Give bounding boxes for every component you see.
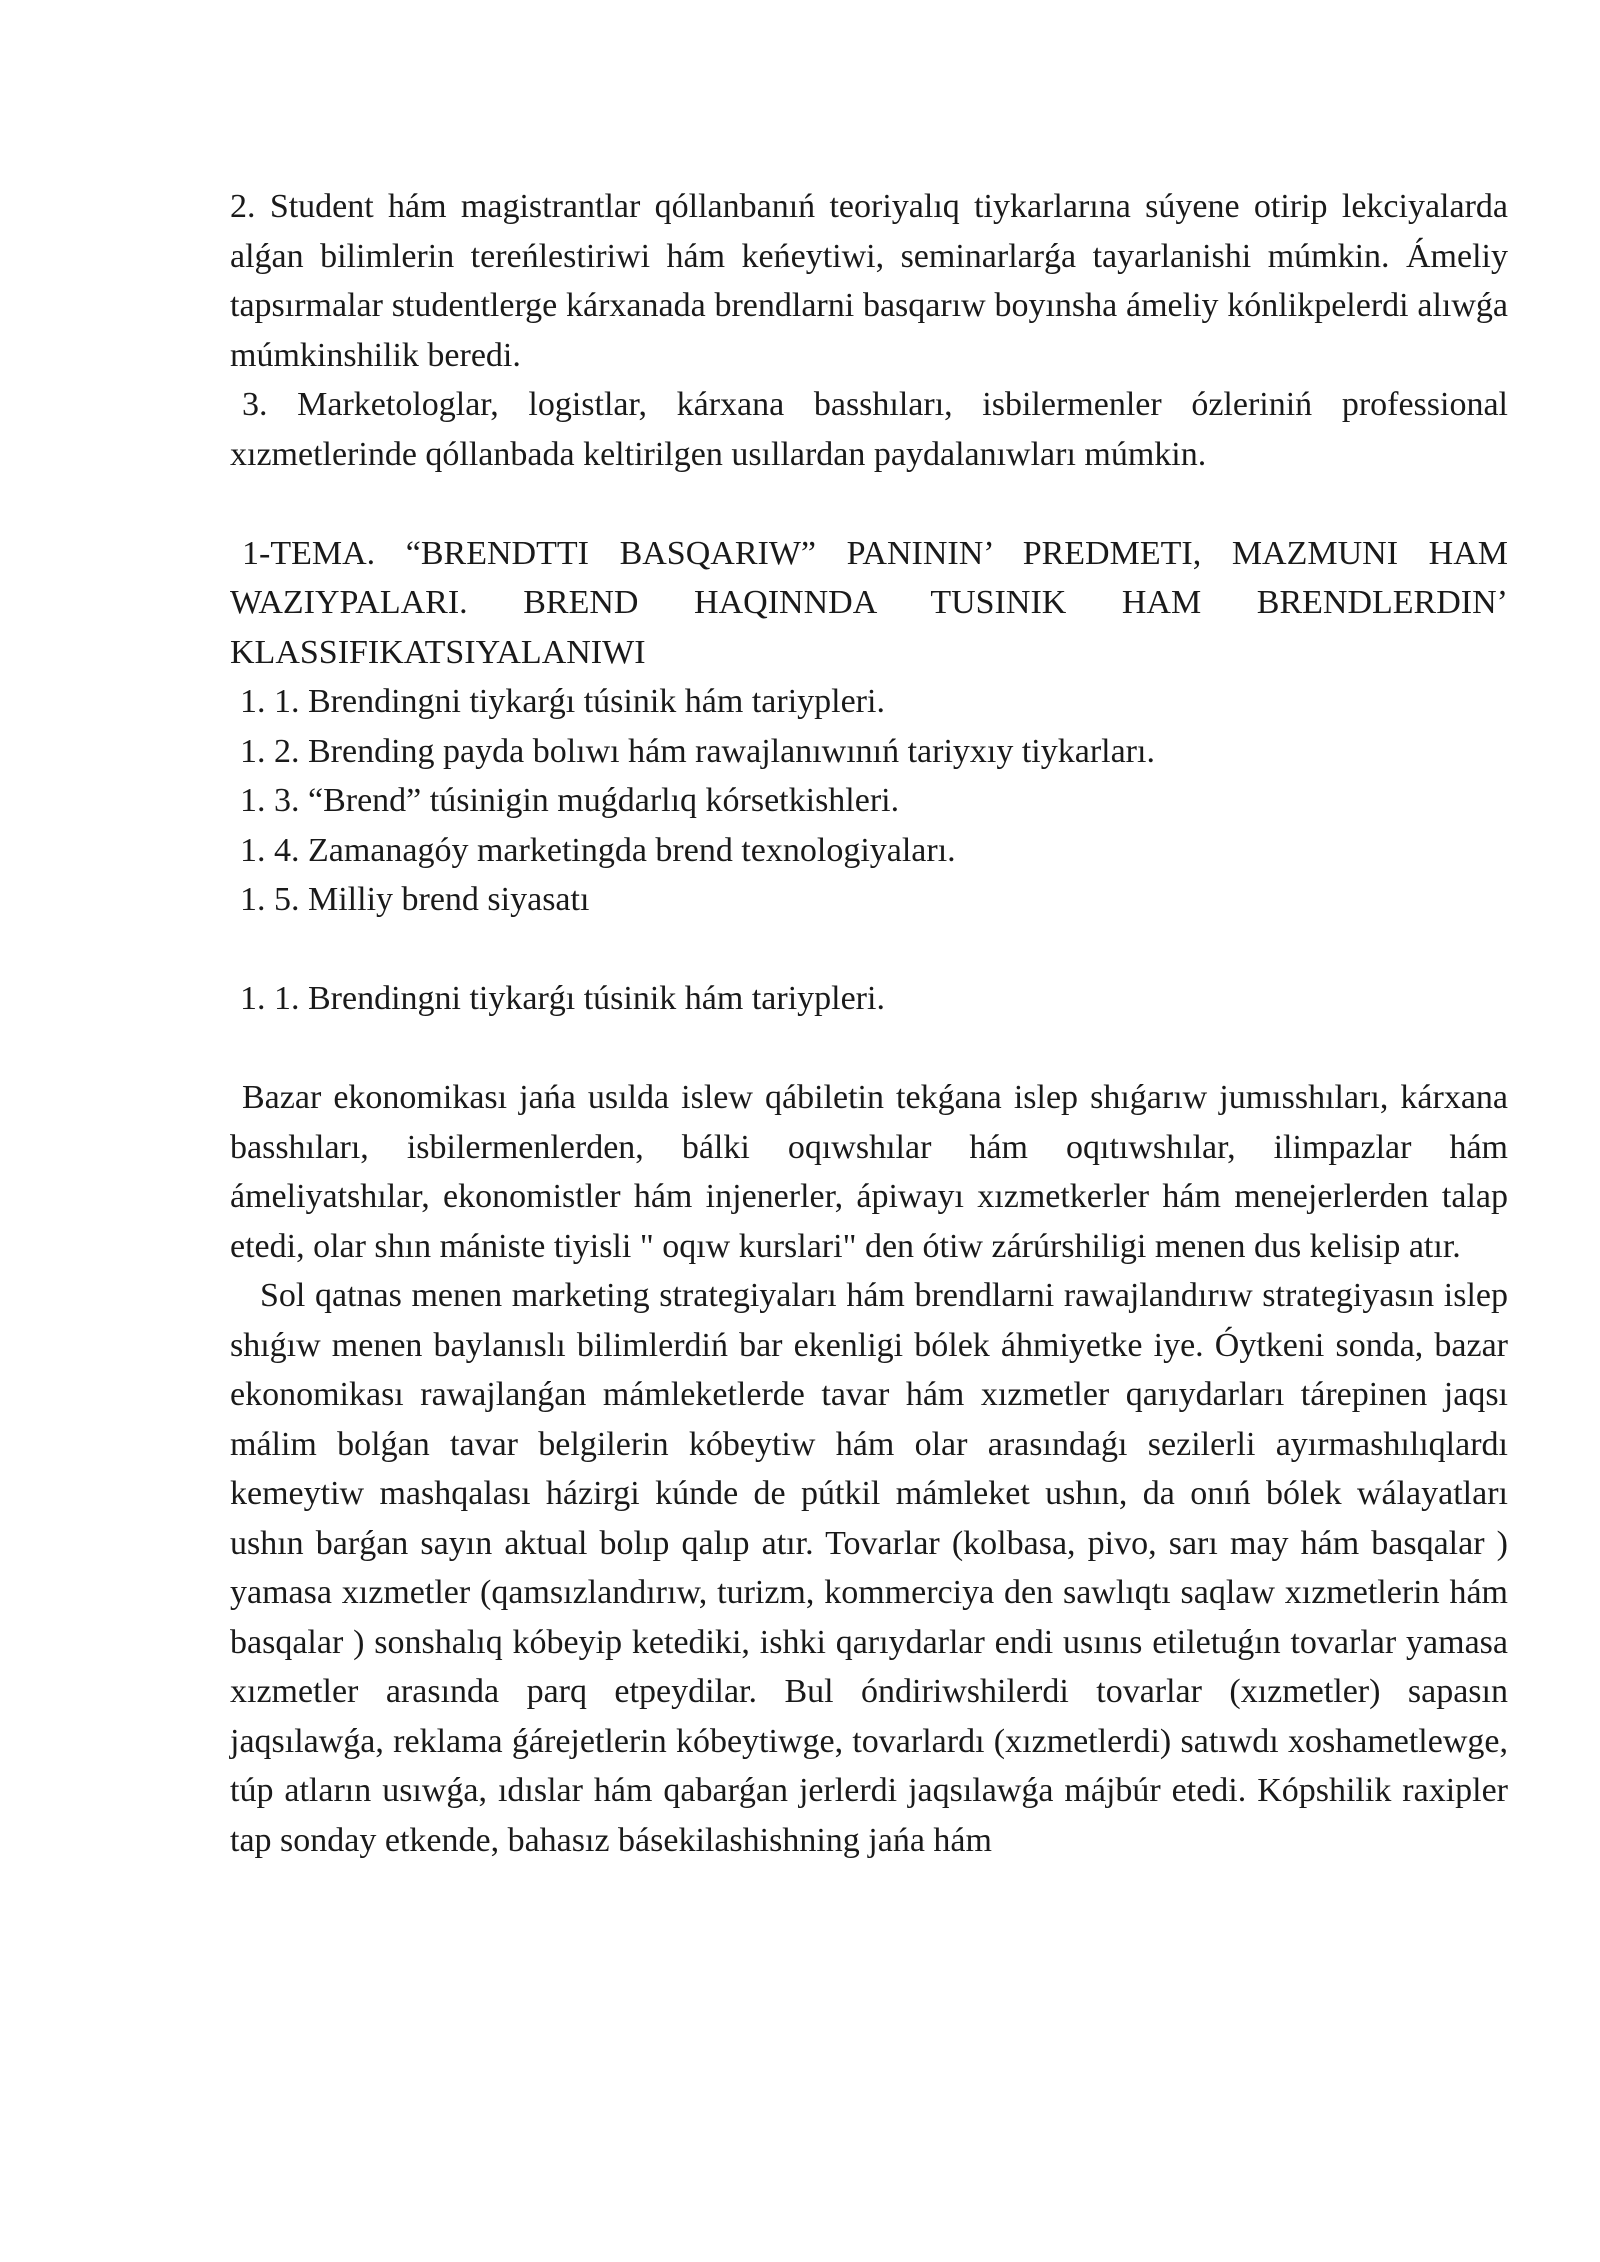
topic-item-1: 1. 1. Brendingni tiykarǵı túsinik hám tariypleri. <box>240 683 885 720</box>
topic-item-4: 1. 4. Zamanagóy marketingda brend texnologiyaları. <box>240 831 956 869</box>
topic-heading: 1-TEMA. “BRENDTTI BASQARIW” PANININ’ PREDMETI, MAZMUNI HAM WAZIYPALARI. BREND HAQINNDA TUSINIK HAM BRENDLERDIN’ KLASSIFIKATSIYALANIWI <box>230 534 1508 671</box>
topic-item-5: 1. 5. Milliy brend siyasatı <box>240 881 590 918</box>
intro-paragraph-3: 3. Marketologlar, logistlar, kárxana basshıları, isbilermenler ózleriniń professional xızmetlerinde qóllanbada keltirilgen usıllardan paydalanıwları múmkin. <box>230 386 1508 473</box>
section-title: 1. 1. Brendingni tiykarǵı túsinik hám tariypleri. <box>240 980 885 1017</box>
spacer <box>230 925 1508 975</box>
section-paragraph-1: Bazar ekonomikası jańa usılda islew qábiletin tekǵana islep shıǵarıw jumısshıları, kárxana basshıları, isbilermenlerden, bálki oqıwshılar hám oqıtıwshılar, ilimpazlar hám ámeliyatshılar, ekonomistler hám injenerler, ápiwayı xızmetkerler hám menejerlerden talap etedi, olar shın mániste tiyisli " oqıw kurslari" den ótiw zárúrshiligi menen dus kelisip atır. <box>230 1079 1508 1265</box>
intro-paragraph-2: 2. Student hám magistrantlar qóllanbanıń teoriyalıq tiykarlarına súyene otirip lekciyalarda alǵan bilimlerin tereńlestiriwi hám keńeytiwi, seminarlarǵa tayarlanishi múmkin. Ámeliy tapsırmalar studentlerge kárxanada brendlarni basqarıw boyınsha ámeliy kónlikpelerdi alıwǵa múmkinshilik beredi. <box>230 188 1508 374</box>
spacer <box>230 479 1508 529</box>
spacer <box>230 1024 1508 1074</box>
topic-item-2: 1. 2. Brending payda bolıwı hám rawajlanıwınıń tariyxıy tiykarları. <box>240 732 1155 770</box>
topic-item-3: 1. 3. “Brend” túsinigin muǵdarlıq kórsetkishleri. <box>240 782 900 819</box>
document-page <box>230 182 1508 1865</box>
section-paragraph-2: Sol qatnas menen marketing strategiyaları hám brendlarni rawajlandırıw strategiyasın islep shıǵıw menen baylanıslı bilimlerdiń bar ekenligi bólek áhmiyetke iye. Óytkeni sonda, bazar ekonomikası rawajlanǵan mámleketlerde tavar hám xızmetler qarıydarları tárepinen jaqsı málim bolǵan tavar belgilerin kóbeytiw hám olar arasındaǵı sezilerli ayırmashılıqlardı kemeytiw mashqalası házirgi kúnde de pútkil mámleket ushın, da onıń bólek wálayatları ushın barǵan sayın aktual bolıp qalıp atır. Tovarlar (kolbasa, pivo, sarı may hám basqalar ) yamasa xızmetler (qamsızlandırıw, turizm, kommerciya den sawlıqtı saqlaw xızmetlerin hám basqalar ) sonshalıq kóbeyip ketediki, ishki qarıydarlar endi usınıs etiletuǵın tovarlar yamasa xızmetler arasında parq etpeydilar. Bul óndiriwshilerdi tovarlar (xızmetler) sapasın jaqsılawǵa, reklama ǵárejetlerin kóbeytiwge, tovarlardı (xızmetlerdi) satıwdı xoshametlewge, túp atların usıwǵa, ıdıslar hám qabarǵan jerlerdi jaqsılawǵa májbúr etedi. Kópshilik raxipler tap sonday etkende, bahasız básekilashishning jańa hám <box>230 1277 1508 1859</box>
